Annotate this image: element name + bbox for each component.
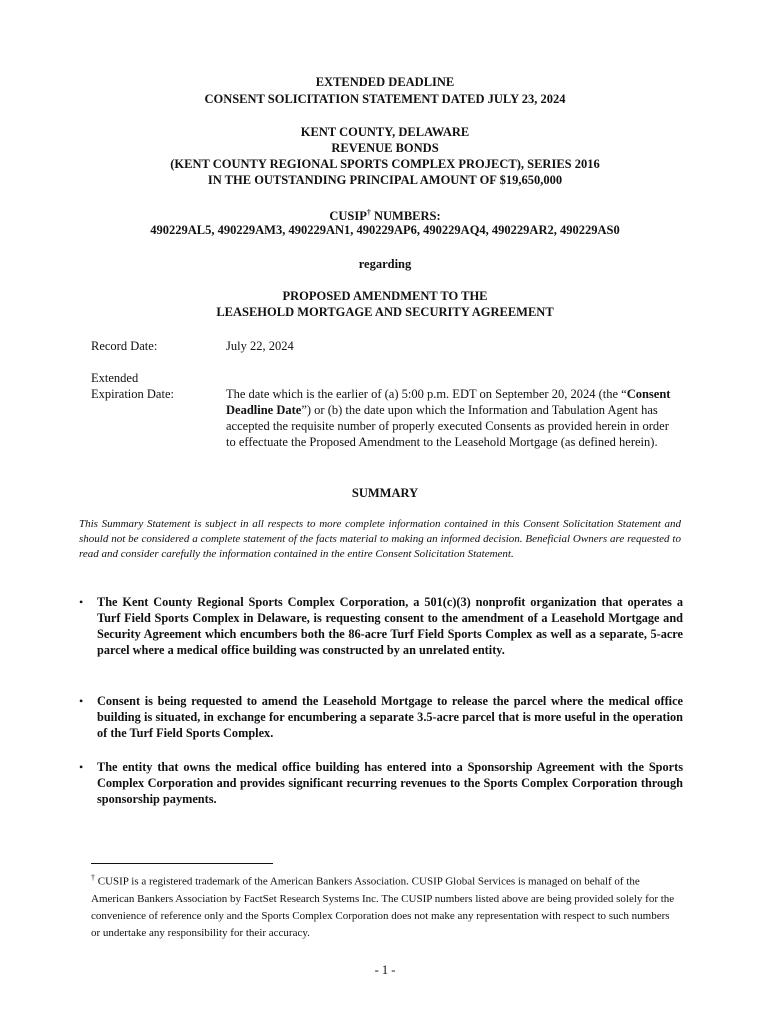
record-date-value: July 22, 2024 <box>226 339 294 353</box>
extended-label-line2: Expiration Date: <box>91 387 174 401</box>
footnote: † CUSIP is a registered trademark of the American Bankers Association. CUSIP Global Services is managed on behalf of the American Bankers Association by FactSet Research Systems Inc. The CUSIP numbers listed above are being provided solely for the convenience of reference only and the Sports Complex Corporation does not make any representation with respect to such numbers or undertake any responsibility for their accuracy. <box>91 873 675 939</box>
bullet-icon: • <box>79 595 84 609</box>
regarding-text: regarding <box>358 257 412 271</box>
issuer-line4: IN THE OUTSTANDING PRINCIPAL AMOUNT OF $19,650,000 <box>207 173 563 187</box>
consent-deadline-term: Consent Deadline Date <box>226 387 671 417</box>
issuer-line2: REVENUE BONDS <box>331 141 439 155</box>
page-number: - 1 - <box>374 963 396 977</box>
footnote-dagger-mark: † <box>91 873 95 882</box>
summary-statement: This Summary Statement is subject in all respects to more complete information contained in this Consent Solicitation Statement and should not be considered a complete statement of the facts material to making an informed decision. Beneficial Owners are requested to read and consider carefully the information contained in the entire Consent Solicitation Statement. <box>79 518 681 560</box>
footnote-divider <box>91 863 273 864</box>
dagger-mark: † <box>366 208 371 217</box>
bullet-icon: • <box>79 694 84 708</box>
issuer-line1: KENT COUNTY, DELAWARE <box>300 125 470 139</box>
summary-heading: SUMMARY <box>351 486 419 500</box>
cusip-heading: CUSIP† NUMBERS: <box>329 208 441 224</box>
cusip-numbers: 490229AL5, 490229AM3, 490229AN1, 490229AP6, 490229AQ4, 490229AR2, 490229AS0 <box>150 223 620 237</box>
bullet-text: The entity that owns the medical office building has entered into a Sponsorship Agreement with the Sports Complex Corporation and provides significant recurring revenues to the Sports Complex Corporation through sponsorship payments. <box>97 760 683 806</box>
record-date-label: Record Date: <box>91 339 158 353</box>
doc-title-line1: EXTENDED DEADLINE <box>315 75 455 89</box>
bullet-icon: • <box>79 760 84 774</box>
proposal-line2: LEASEHOLD MORTGAGE AND SECURITY AGREEMENT <box>216 305 554 319</box>
proposal-line1: PROPOSED AMENDMENT TO THE <box>282 289 488 303</box>
expiration-date-value: The date which is the earlier of (a) 5:00 p.m. EDT on September 20, 2024 (the “Consent Deadline Date”) or (b) the date upon which the Information and Tabulation Agent has accepted the requisite number of properly executed Consents as provided herein in order to effectuate the Proposed Amendment to the Leasehold Mortgage (as defined herein). <box>226 387 671 449</box>
bullet-text: The Kent County Regional Sports Complex Corporation, a 501(c)(3) nonprofit organization that operates a Turf Field Sports Complex in Delaware, is requesting consent to the amendment of a Leasehold Mortgage and Security Agreement which encumbers both the 86-acre Turf Field Sports Complex as well as a separate, 5-acre parcel where a medical office building was constructed by an unrelated entity. <box>97 595 683 657</box>
bullet-text: Consent is being requested to amend the Leasehold Mortgage to release the parcel where the medical office building is situated, in exchange for encumbering a separate 3.5-acre parcel that is more useful in the operation of the Turf Field Sports Complex. <box>97 694 683 740</box>
issuer-line3: (KENT COUNTY REGIONAL SPORTS COMPLEX PROJECT), SERIES 2016 <box>170 157 600 171</box>
doc-title-line2: CONSENT SOLICITATION STATEMENT DATED JULY 23, 2024 <box>204 92 566 106</box>
extended-label-line1: Extended <box>91 371 139 385</box>
